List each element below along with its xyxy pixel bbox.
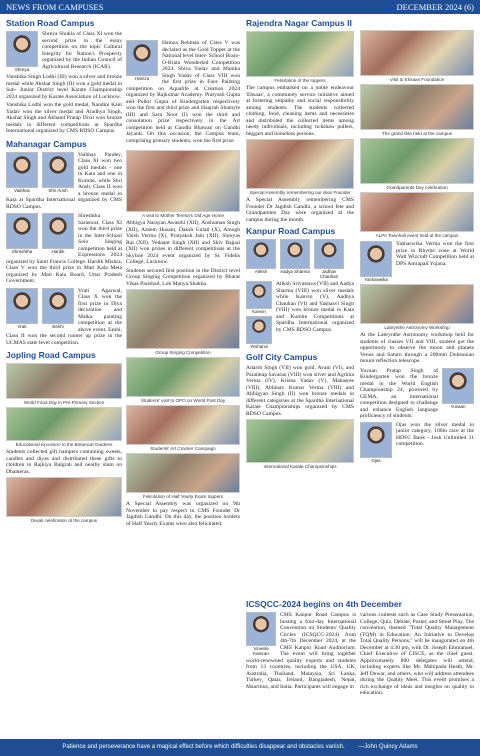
jopling-photo-2 — [6, 407, 122, 441]
jopling-caption-1: World Food Day in Pre-Primary Section — [23, 400, 105, 405]
labrynthe-photo — [360, 284, 474, 324]
hamza-caption: Hamza — [134, 76, 150, 81]
yashaswika-photo-block — [360, 241, 392, 282]
hamza-photo — [126, 40, 158, 76]
ehsaas-photo — [360, 30, 474, 76]
eeshi-caption: Eeshi — [52, 323, 64, 329]
kanvin-caption: Kanvin — [252, 309, 266, 314]
shreya-caption: Shreya — [14, 67, 30, 72]
vaibhav-photo — [6, 152, 38, 188]
group-singing-caption: Group Singing Competition — [155, 350, 211, 355]
group-singing-photo — [126, 289, 240, 349]
vanshika2-text: Vanshika Lodhi won the gold medal, Nandini Kant Yadav won the silver medal and Aradhya Singh, Akshat Singh and Akhand Pratap Dixit won bronze medals in different competitions at Spardha International organized by CMS RDSO Campus. — [6, 102, 122, 134]
shreya-photo-block — [6, 31, 38, 72]
special-assembly-text: A Special Assembly was organized on 9th November to pay respect to CMS Founder Dr Jagdish Gandhi. On this day, the position holders of Half Yearly Exams were also felicitated. — [126, 501, 240, 527]
special-assembly-caption: Special Assembly remembering our dear Founder — [249, 190, 351, 195]
shreya-text: Shreya Shukla of Class XI won the second prize in the essay competition on the topic Cultural Integrity for Nation's Prosperity organized by the Indian Council of Agricultural Research (ICAR). — [42, 31, 122, 70]
right-column — [360, 16, 474, 463]
golf-text: Adarsh Singh (VII) won gold, Avani (VI), and Paramtap Savaran (VIII) won silver and Agrima Verma (IV), Krisha Yadav (V), Mahasree (VIII), Abhinav Kumar Verma (VIII) and Abhigyan Singh (II) won bronze medals in different categories at the Spardha International Karate Championships organized by CMS RDSO Campus. — [246, 365, 354, 417]
rajendra-title: Rajendra Nagar Campus II — [246, 18, 352, 28]
yashaswika-photo — [360, 241, 392, 277]
footer-quote: Patience and perseverance have a magical effect before which difficulties disappear and obstacles vanish. — [62, 744, 345, 750]
icsqcc-title: ICSQCC-2024 begins on 4th December — [246, 599, 402, 609]
ojas-photo — [360, 422, 392, 458]
aadya-photo — [280, 239, 310, 269]
shreshtha-text: Shreshtha Saraswat, Class XI won the third prize in the Inter-School Solo Singing competition held at Expressions 2024 organized by Saint Francis College. Hardik Mishra, Class V won the third prize in Mati Kala Mela organized by Mati Kala Board, Uttar Pradesh Government. — [6, 213, 122, 284]
vineeta-caption: Vineeta Kamran — [253, 646, 269, 656]
vineeta-photo-block — [246, 612, 276, 656]
vrati-text: Vrati Agarwal, Class X won the first prize in Diya decoration and Matka painting competition at the above event. Eeshi, Class II won the second runner up prize in the UCMAS state level competition. — [6, 287, 122, 346]
karate-photo — [246, 419, 354, 463]
yuvaan-caption: Yuvaan — [450, 403, 466, 409]
alpa-caption: ALPA Townhall event held at the campus — [375, 233, 459, 238]
shri-ansh-photo — [42, 152, 74, 188]
ehsaas-caption: Visit to Ehsaas Foundation — [389, 77, 445, 82]
grandparents-caption: Grandparents Day celebration — [386, 185, 448, 190]
header-section-title: NEWS FROM CAMPUSES — [6, 2, 104, 12]
jopling-photo-1 — [6, 363, 122, 399]
atiksh-caption: Atiksh — [254, 269, 268, 274]
fete-caption: The grand fete held at the campus — [382, 131, 452, 136]
page-footer — [0, 739, 480, 756]
rajendra-text-2: A Special Assembly remembering CMS Founder Dr Jagdish Gandhi, a school fete and Grandparents Day were organized at the campus during the month. — [246, 197, 354, 223]
kanvin-yeshanvi-photos — [246, 281, 272, 349]
hardik-photo — [42, 213, 74, 249]
vineeta-photo — [246, 612, 276, 646]
yashaswika-caption: Yashaswika — [364, 277, 388, 282]
yeshanvi-photo — [246, 316, 272, 344]
yeshanvi-caption: Yeshanvi — [249, 344, 269, 349]
header-issue-date: DECEMBER 2024 (6) — [396, 2, 474, 12]
middle-column — [126, 16, 240, 527]
jadhav-caption: Jadhav Chauhan — [319, 269, 339, 279]
labrynthe-text: At the Labrynthe Astronomy workshop held for students of classes VII and VIII, student got the opportunity to observe the moon and planets Venus and Saturn through a 200mm Dobsonian mount reflection telescope. — [360, 332, 474, 364]
jopling-photo-3 — [6, 477, 122, 517]
vaibhav-caption: Vaibhav — [14, 187, 30, 193]
kanvin-photo — [246, 281, 272, 309]
hamza-photo-block — [126, 40, 158, 81]
art-cracker-caption: Students' Art Cracker Campaign — [150, 446, 216, 451]
page-header — [0, 0, 480, 14]
old-age-home-photo — [126, 150, 240, 212]
alpa-photo — [360, 192, 474, 232]
aadya-caption: Aadya Sharma — [280, 269, 310, 274]
old-age-home-caption: A visit to Mother Teresa's Old Age Home — [142, 213, 224, 218]
vaibhav-photos — [6, 152, 74, 193]
fete-photo — [360, 84, 474, 130]
jopling-title: Jopling Road Campus — [6, 350, 96, 360]
ojas-caption: Ojas — [371, 457, 381, 463]
vrati-caption: Vrati — [17, 323, 27, 329]
toppers-caption: Felicitation of the toppers — [274, 78, 326, 83]
mahanagar-title: Mahanagar Campus — [6, 138, 87, 149]
karate-caption: International Karate Championships — [263, 464, 337, 469]
yuvaan-photo-block — [442, 368, 474, 409]
jadhav-photo — [314, 239, 344, 269]
jopling-text: Students collected gift hampers containing sweets, candles and diyas and distributed these gifts to children in Rajkiya Balgrah and nearby slum on Dhanteras. — [6, 449, 122, 475]
art-cracker-photo — [126, 405, 240, 445]
shri-ansh-caption: Shri Ansh — [48, 187, 68, 193]
shreshtha-photo — [6, 213, 38, 249]
shreya-photo — [6, 31, 38, 67]
atiksh-text: Atiksh Srivastava (VII) and Aadya Sharma (VIII) won silver medals while Kanvin (V), Aadhya Chauhan (VI) and Yashasvi Singh (VIII) won bronze medal in Kata and Kumite Competitions at Spardha International organized by CMS RDSO Campus. — [276, 281, 354, 333]
icsqcc-text-2: various contests such as Case Study Presentation, College, Quiz, Debate, Poster, and Street Play. The convention, themed "Total Quality Management (TQM) in Education: An Initiative to Develop Total Quality Persons," will be inaugurated on 4th December at 4:30 pm, with Dr. Joseph Emmanuel, Chief Executive of CISCE, as the chief guest. Approximately 800 delegates will attend, including experts like Mr. Mahipada Heath, Mr. Jeff Dewar, and others, who will address attendees during the Quality Meet. This event promises a rich exchange of ideas and insights on quality in education. — [360, 612, 474, 696]
jopling-caption-2: Educational excursion to the Botanical Gardens — [15, 442, 113, 447]
left-column — [6, 16, 122, 523]
jopling-caption-3: Diwali celebration at the campus — [30, 518, 98, 523]
grandparents-photo — [360, 138, 474, 184]
yashaswika-text: Yashaswika Verma won the first prize in Rhyme zone at World Wall Wizcraft Competition held at DPS Amrapali Yojana. — [396, 241, 474, 267]
atiksh-photo — [246, 239, 276, 269]
ojas-photo-block — [360, 422, 392, 463]
shreshtha-caption: Shreshtha — [11, 249, 33, 254]
vaibhav-text: Vaibhav Pandey, Class XI won two gold medals - one in Kata and one in Kumite, while Shri Ansh, Class II won a bronze medal in Kata at Spardha International organized by CMS RDSO Campus. — [6, 151, 122, 210]
vanshika-text: Vanshika Singh Lodhi (III) won a silver and bronze medal while Akshat Singh (II) won a gold medal in Sub- Junior District level Karate Championship 2024 organized by Karate Association of Lucknow. — [6, 74, 122, 100]
kanpur-title: Kanpur Road Campus — [246, 226, 336, 236]
golf-title: Golf City Campus — [246, 352, 318, 362]
ehsaas-text: The campus embarked on a noble endeavour 'Ehsaas', a community service initiative aimed at fostering empathy and social responsibility among students. The students collected clothing, food, cleaning items and necessities and distributed the collected items among needy individuals, including rickshaw pullers, beggars and homeless persons. — [246, 85, 354, 137]
eeshi-photo — [42, 288, 74, 324]
icsqcc-text-1: CMS Kanpur Road Campus is hosting a four-day International Convention on Students' Quality Circles (ICSQCC-2024) from 4th-7th December 2024, at the CMS Kanpur Road Auditorium. The event will bring together world-renowned quality experts and students from 13 countries, including the USA, UK, Australia, Thailand, Malaysia, Sri Lanka, Turkey, Qatar, Ireland, Bangladesh, Nepal, Mauritius, and India. Participants will engage in — [246, 612, 356, 690]
special-assembly-photo — [246, 139, 354, 189]
gpo-visit-caption: Students' visit to GPO on World Post Day — [140, 398, 226, 403]
abhigya-text: Abhigya Narayan Awasthi (XII), Anshuman Singh (XII), Azeem Husain, Daksh Gulati (X), Amogh Varsh Verma (X), Pratyaksh Jain (XII), Shreyas Rai (XII), Vedaant Singh (XII) and Shiv Bajpai (XII) won prizes in different competitions at the Skyline 2024 event organized by St. Fidelis College, Lucknow. — [126, 220, 240, 265]
station-title: Station Road Campus — [6, 18, 95, 28]
yuvaan-text: Yuvaan Pratap Singh of Kindergarten won the bronze medal in the World English Championship 24, powered by GEMA, an international competition designed to challenge and enhance English language proficiency of students. — [360, 367, 438, 419]
group-singing-text: Students secured first position in the District level Group Singing Competition organized by Bharat Vikas Parishad, Lok Manya Shakha. — [126, 267, 240, 287]
hardik-caption: Hardik — [51, 249, 65, 254]
vrati-photos — [6, 288, 74, 329]
gpo-visit-photo — [126, 357, 240, 397]
half-yearly-photo — [126, 453, 240, 493]
vrati-photo — [6, 288, 38, 324]
half-yearly-caption: Felicitation of Half Yearly Exam toppers — [143, 494, 223, 499]
labrynthe-caption: Labrynthe Astronomy Workshop — [384, 325, 450, 330]
hamza-text: Hamza Rehman of Class V was declared as the Gold Topper at the National level Inter- School Brain-O-Brain Wonderkid Competition 2024. Shiva Yadav and Manika Singh Yadav of Class VIII won the first prize in Face Painting competition on Aqualife at Creation 2024 organized by Rajkumar Academy. Pratyush Gupta and Pulkit Gupta of Kindergarten respectively won the first and third prize and Haajrah Shamyle (III) and Sara Noor (I) won the third and consolation prize respectively in the Art competition held at Gandhi Bhawan on Gandhi Jayanti. On this occasion, the Campus team, comprising primary students, won the first prize. — [126, 40, 240, 144]
kanpur-photos-row — [246, 239, 354, 279]
rajendra-column — [246, 16, 354, 469]
yuvaan-photo — [442, 368, 474, 404]
toppers-photo — [246, 31, 354, 77]
footer-author: —John Quincy Adams — [358, 744, 418, 750]
shreshtha-photos — [6, 213, 74, 254]
icsqcc-section — [246, 597, 474, 697]
ojas-text: Ojas won the silver medal in junior category, 100m race at the HDFC Bank - Josh Unlimited 11 competition. — [396, 421, 474, 447]
